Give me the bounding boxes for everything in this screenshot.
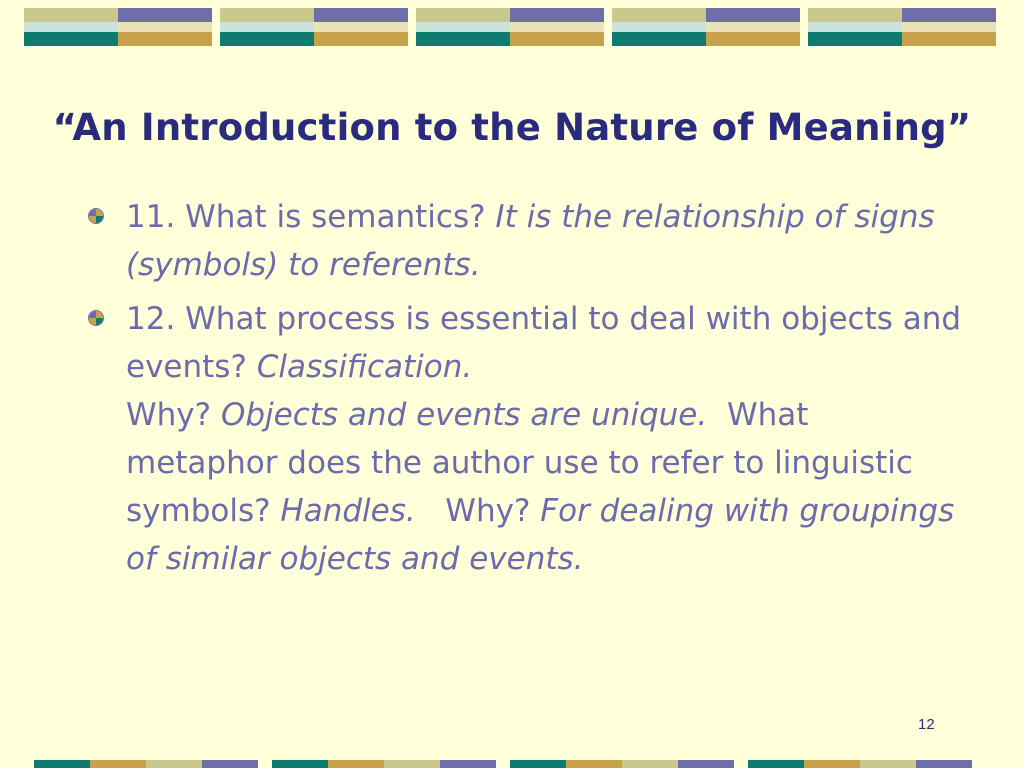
- bullet-text-segment-italic: For dealing with groupings of similar objects and events.: [126, 493, 965, 577]
- bullet-text-segment-italic: Classification.: [256, 349, 473, 385]
- bottom-decorative-banner: [0, 756, 1024, 768]
- bullet-text-segment-italic: Objects and events are unique.: [220, 397, 708, 433]
- slide-title: “An Introduction to the Nature of Meaning”: [52, 106, 972, 149]
- banner-block: [24, 8, 212, 46]
- top-decorative-banner: [0, 0, 1024, 60]
- bullet-text-segment: Why?: [415, 493, 541, 529]
- banner-block: [612, 8, 800, 46]
- bullet-text-segment: What metaphor does the author use to refer to linguistic symbols?: [126, 397, 923, 529]
- bullet-text-segment-italic: Handles.: [280, 493, 416, 529]
- bullet-icon: [88, 310, 104, 326]
- bullet-item: [88, 295, 971, 583]
- banner-block: [808, 8, 996, 46]
- bullet-icon: [88, 208, 104, 224]
- bullet-item: [88, 193, 968, 289]
- bullet-text-segment-italic: It is the relationship of signs (symbols) to referents.: [126, 199, 945, 283]
- bullet-text-segment: 11. What is semantics?: [126, 199, 496, 235]
- bullet-text: [126, 295, 971, 583]
- bullet-text-segment: Why?: [126, 397, 212, 433]
- page-number: 12: [918, 716, 935, 733]
- slide-body: [88, 193, 971, 589]
- banner-block: [220, 8, 408, 46]
- banner-block: [416, 8, 604, 46]
- bullet-text: [126, 193, 968, 289]
- bullet-text-segment: 12. What process is essential to deal with objects and events?: [126, 301, 971, 385]
